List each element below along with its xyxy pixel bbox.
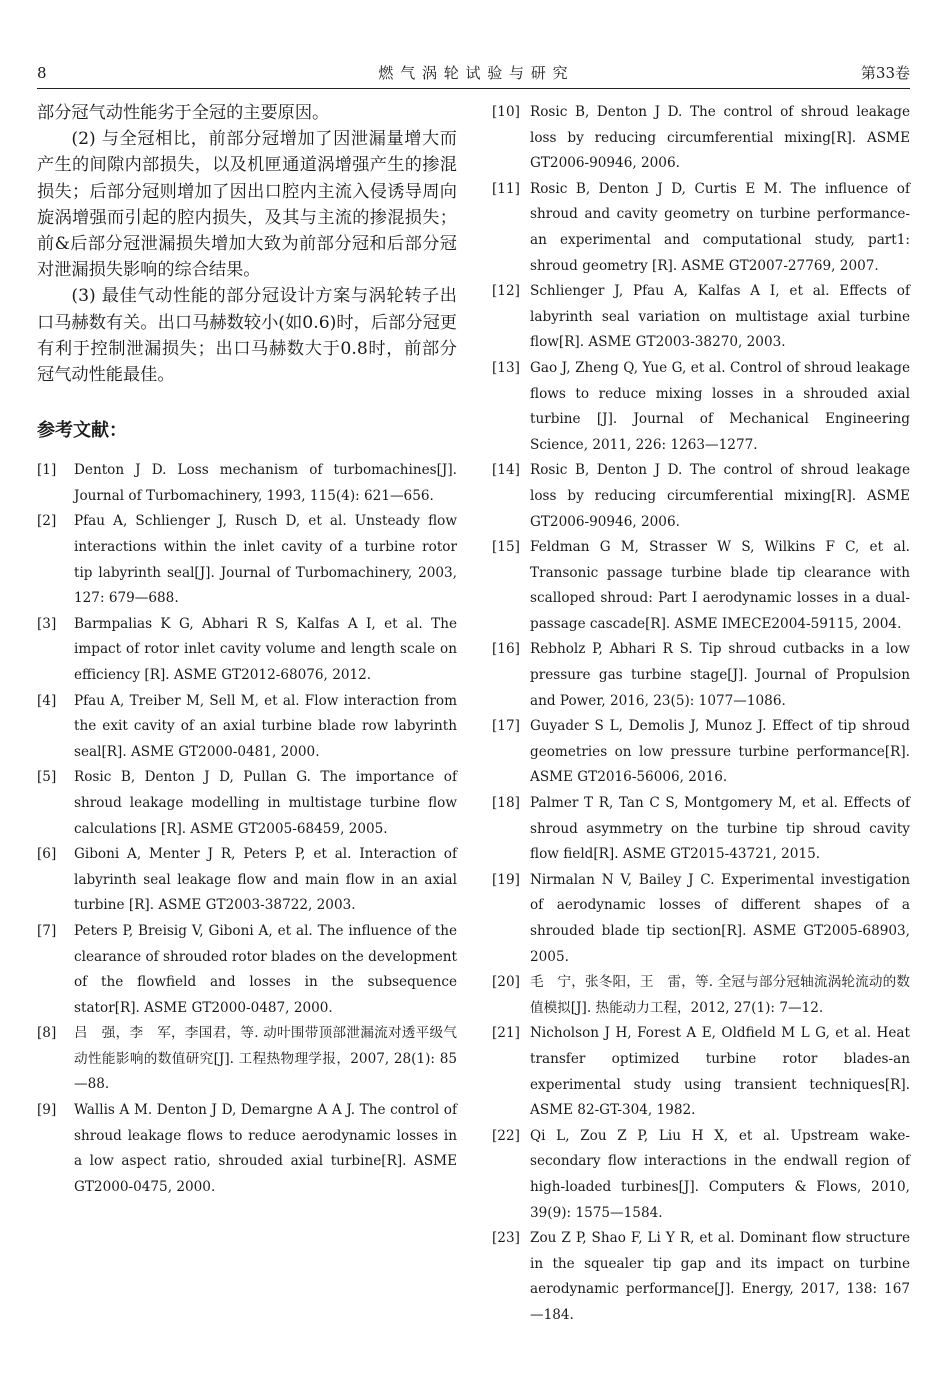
- reference-text: Gao J, Zheng Q, Yue G, et al. Control of shroud leakage flows to reduce mixing losses in a shrouded axial turbine [J]. Journal of Mechanical Engineering Science, 2011, 226: 1263—1277.: [530, 359, 910, 453]
- reference-text: Rosic B, Denton J D. The control of shroud leakage loss by reducing circumferential mixing[R]. ASME GT2006-90946, 2006.: [530, 462, 910, 530]
- reference-text: Wallis A M. Denton J D, Demargne A A J. The control of shroud leakage flows to reduce aerodynamic losses in a low aspect ratio, shrouded axial turbine[R]. ASME GT2000-0475, 2000.: [74, 1102, 457, 1195]
- reference-item: [492, 356, 910, 458]
- reference-number: [7]: [37, 922, 57, 939]
- reference-item: [492, 791, 910, 868]
- conclusion-paragraph-2: (2) 与全冠相比，前部分冠增加了因泄漏量增大而产生的间隙内部损失，以及机匣通道涡增强产生的掺混损失；后部分冠则增加了因出口腔内主流入侵诱导周向旋涡增强而引起的腔内损失，及其与主流的掺混损失；前&后部分冠泄漏损失增加大致为前部分冠和后部分冠对泄漏损失影响的综合结果。: [37, 129, 457, 281]
- reference-item: [37, 612, 457, 689]
- reference-item: [37, 765, 457, 842]
- reference-number: [12]: [492, 283, 520, 300]
- reference-number: [19]: [492, 871, 520, 888]
- reference-text: Barmpalias K G, Abhari R S, Kalfas A I, et al. The impact of rotor inlet cavity volume and length scale on efficiency [R]. ASME GT2012-68076, 2012.: [74, 615, 457, 683]
- reference-number: [16]: [492, 641, 520, 658]
- reference-number: [9]: [37, 1102, 57, 1119]
- reference-text: 毛 宁，张冬阳，王 雷，等. 全冠与部分冠轴流涡轮流动的数值模拟[J]. 热能动力工程，2012, 27(1): 7—12.: [530, 974, 910, 1016]
- reference-item: [492, 1124, 910, 1226]
- reference-number: [22]: [492, 1127, 520, 1144]
- reference-number: [4]: [37, 692, 57, 709]
- reference-item: [492, 100, 910, 177]
- reference-item: [492, 458, 910, 535]
- reference-text: Zou Z P, Shao F, Li Y R, et al. Dominant flow structure in the squealer tip gap and its impact on turbine aerodynamic performance[J]. Energy, 2017, 138: 167—184.: [530, 1230, 910, 1323]
- reference-text: Guyader S L, Demolis J, Munoz J. Effect of tip shroud geometries on low pressure turbine performance[R]. ASME GT2016-56006, 2016.: [530, 718, 910, 786]
- conclusion-paragraph-3: (3) 最佳气动性能的部分冠设计方案与涡轮转子出口马赫数有关。出口马赫数较小(如0.6)时，后部分冠更有利于控制泄漏损失；出口马赫数大于0.8时，前部分冠气动性能最佳。: [37, 286, 457, 386]
- reference-text: Rebholz P, Abhari R S. Tip shroud cutbacks in a low pressure gas turbine stage[J]. Journal of Propulsion and Power, 2016, 23(5): 1077—1086.: [530, 641, 910, 709]
- reference-number: [2]: [37, 513, 57, 530]
- reference-text: Rosic B, Denton J D, Curtis E M. The influence of shroud and cavity geometry on turbine performance- an experimental and computational study, part1: shroud geometry [R]. ASME GT2007-27769, 2007.: [530, 180, 910, 274]
- reference-text: Peters P, Breisig V, Giboni A, et al. The influence of the clearance of shrouded rotor blades on the development of the flowfield and losses in the subsequence stator[R]. ASME GT2000-0487, 2000.: [74, 922, 457, 1016]
- reference-item: [37, 689, 457, 766]
- reference-text: Rosic B, Denton J D. The control of shroud leakage loss by reducing circumferential mixing[R]. ASME GT2006-90946, 2006.: [530, 104, 910, 172]
- header-rule: [37, 88, 910, 89]
- reference-number: [14]: [492, 462, 520, 479]
- reference-text: Nicholson J H, Forest A E, Oldfield M L G, et al. Heat transfer optimized turbine rotor blades-an experimental study using transient techniques[R]. ASME 82-GT-304, 1982.: [530, 1025, 910, 1119]
- reference-number: [23]: [492, 1230, 520, 1247]
- reference-number: [3]: [37, 615, 57, 632]
- reference-item: [492, 637, 910, 714]
- reference-number: [21]: [492, 1025, 520, 1042]
- reference-number: [8]: [37, 1025, 57, 1042]
- reference-number: [6]: [37, 846, 57, 863]
- left-column: [37, 100, 457, 1200]
- reference-item: [492, 714, 910, 791]
- reference-text: Pfau A, Schlienger J, Rusch D, et al. Unsteady flow interactions within the inlet cavity of a turbine rotor tip labyrinth seal[J]. Journal of Turbomachinery, 2003, 127: 679—688.: [74, 513, 457, 607]
- reference-text: Palmer T R, Tan C S, Montgomery M, et al. Effects of shroud asymmetry on the turbine tip shroud cavity flow field[R]. ASME GT2015-43721, 2015.: [530, 795, 910, 863]
- reference-number: [13]: [492, 359, 520, 376]
- reference-item: [37, 1098, 457, 1200]
- reference-text: Schlienger J, Pfau A, Kalfas A I, et al. Effects of labyrinth seal variation on multistage axial turbine flow[R]. ASME GT2003-38270, 2003.: [530, 283, 910, 351]
- reference-item: [37, 1021, 457, 1098]
- reference-text: Denton J D. Loss mechanism of turbomachines[J]. Journal of Turbomachinery, 1993, 115(4): 621—656.: [74, 462, 457, 504]
- reference-item: [492, 177, 910, 279]
- volume-label: 第33卷: [860, 64, 910, 82]
- right-column: [492, 100, 910, 1329]
- reference-number: [15]: [492, 539, 520, 556]
- reference-item: [492, 1021, 910, 1123]
- reference-text: Feldman G M, Strasser W S, Wilkins F C, et al. Transonic passage turbine blade tip clearance with scalloped shroud: Part I aerodynamic losses in a dual-passage cascade[R]. ASME IMECE2004-59115, 2004.: [530, 539, 910, 632]
- reference-text: 吕 强，李 军，李国君，等. 动叶围带顶部泄漏流对透平级气动性能影响的数值研究[J]. 工程热物理学报，2007, 28(1): 85—88.: [74, 1025, 457, 1093]
- reference-number: [18]: [492, 795, 520, 812]
- conclusion-paragraph-continued: 部分冠气动性能劣于全冠的主要原因。: [37, 103, 330, 123]
- running-header: [37, 62, 910, 86]
- journal-title: 燃 气 涡 轮 试 验 与 研 究: [378, 64, 569, 82]
- reference-number: [20]: [492, 974, 520, 991]
- reference-number: [1]: [37, 462, 57, 479]
- reference-item: [492, 1226, 910, 1328]
- reference-item: [492, 970, 910, 1021]
- reference-number: [5]: [37, 769, 57, 786]
- reference-number: [17]: [492, 718, 520, 735]
- reference-number: [11]: [492, 180, 520, 197]
- reference-text: Pfau A, Treiber M, Sell M, et al. Flow interaction from the exit cavity of an axial turbine blade row labyrinth seal[R]. ASME GT2000-0481, 2000.: [74, 692, 457, 760]
- references-heading: 参考文献：: [37, 420, 127, 442]
- reference-number: [10]: [492, 104, 520, 120]
- reference-text: Qi L, Zou Z P, Liu H X, et al. Upstream wake-secondary flow interactions in the endwall region of high-loaded turbines[J]. Computers & Flows, 2010, 39(9): 1575—1584.: [530, 1127, 910, 1221]
- reference-item: [492, 535, 910, 637]
- reference-text: Rosic B, Denton J D, Pullan G. The importance of shroud leakage modelling in multistage turbine flow calculations [R]. ASME GT2005-68459, 2005.: [74, 769, 457, 837]
- reference-text: Giboni A, Menter J R, Peters P, et al. Interaction of labyrinth seal leakage flow and main flow in an axial turbine [R]. ASME GT2003-38722, 2003.: [74, 846, 457, 914]
- reference-text: Nirmalan N V, Bailey J C. Experimental investigation of aerodynamic losses of different shapes of a shrouded blade tip section[R]. ASME GT2005-68903, 2005.: [530, 871, 910, 965]
- reference-item: [492, 868, 910, 970]
- reference-item: [37, 458, 457, 509]
- reference-item: [37, 919, 457, 1021]
- reference-item: [37, 842, 457, 919]
- page-number: 8: [37, 64, 47, 82]
- reference-item: [492, 279, 910, 356]
- reference-item: [37, 509, 457, 611]
